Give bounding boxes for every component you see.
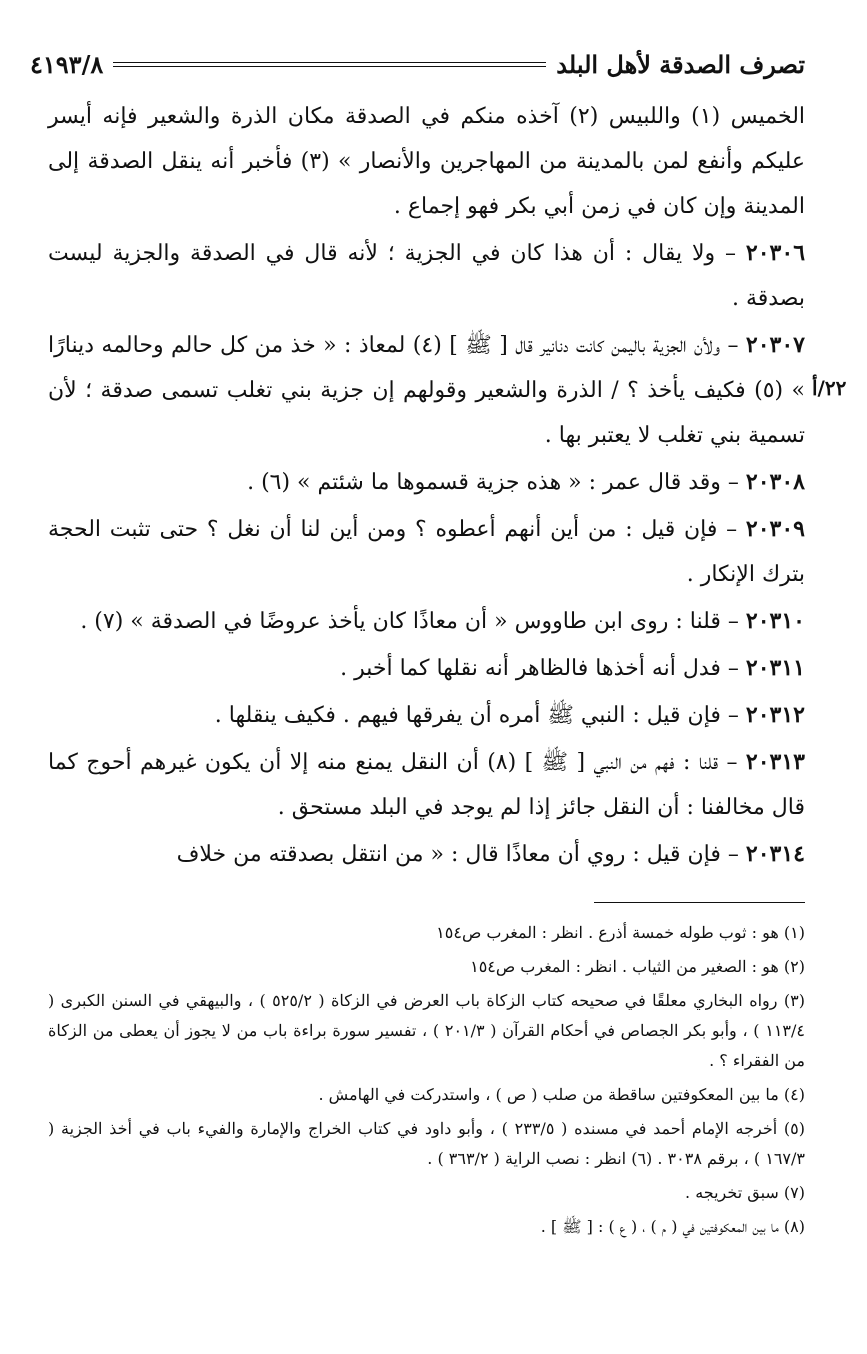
footnote: (٨) ما بين المعكوفتين في ( م ) ، ( ع ) : [ ﷺ ] .: [540, 1217, 805, 1236]
paragraph: [48, 740, 805, 830]
footnote-separator: [594, 902, 805, 903]
paragraph-text: – قلنا : فهم من النبي [ ﷺ ] (٨) أن النقل يمنع منه إلا أن يكون غيرهم أحوج كما قال مخالفنا : أن النقل جائز إذا لم يوجد في البلد مستحق .: [48, 750, 805, 820]
paragraph-text: – فإن قيل : النبي ﷺ أمره أن يفرقها فيهم . فكيف ينقلها .: [214, 703, 739, 728]
footnote: (٥) أخرجه الإمام أحمد في مسنده ( ٢٣٣/٥ ) ، وأبو داود في كتاب الخراج والإمارة والفيء باب في أخذ الجزية ( ١٦٧/٣ ) ، برقم ٣٠٣٨ . (٦) انظر : نصب الراية ( ٣٦٣/٢ ) .: [48, 1119, 806, 1168]
paragraph-text: – فإن قيل : روي أن معاذًا قال : « من انتقل بصدقته من خلاف: [176, 842, 739, 867]
paragraph-text: – فإن قيل : من أين أنهم أعطوه ؟ ومن أين لنا أن نغل ؟ حتى تثبت الحجة بترك الإنكار .: [48, 517, 805, 587]
page-number: ٤١٩٣/٨: [30, 49, 104, 79]
running-header: [30, 44, 805, 84]
paragraph-number: ٢٠٣٠٩: [745, 516, 805, 542]
running-title: تصرف الصدقة لأهل البلد: [556, 49, 805, 79]
header-rule: [113, 62, 546, 67]
footnote: (٢) هو : الصغير من الثياب . انظر : المغرب ص١٥٤: [470, 957, 805, 976]
paragraph-number: ٢٠٣١٠: [745, 608, 805, 634]
footnote: (٣) رواه البخاري معلقًا في صحيحه كتاب الزكاة باب العرض في الزكاة ( ٥٢٥/٢ ) ، والبيهقي في السنن الكبرى ( ١١٣/٤ ) ، وأبو بكر الجصاص في أحكام القرآن ( ٢٠١/٣ ) ، تفسير سورة براءة باب من لا يجوز أن يعطى من الزكاة من الفقراء ؟ .: [48, 991, 805, 1070]
paragraph-number: ٢٠٣١٣: [745, 749, 805, 775]
footnote: (١) هو : ثوب طوله خمسة أذرع . انظر : المغرب ص١٥٤: [436, 923, 805, 942]
paragraph: [48, 231, 805, 321]
paragraph-text: – قلنا : روى ابن طاووس « أن معاذًا كان يأخذ عروضًا في الصدقة » (٧) .: [80, 609, 739, 634]
paragraph-number: ٢٠٣١٤: [745, 841, 805, 867]
paragraph-number: ٢٠٣٠٧: [745, 332, 805, 358]
footnote: (٤) ما بين المعكوفتين ساقطة من صلب ( ص ) ، واستدركت في الهامش .: [318, 1085, 805, 1104]
paragraph: [48, 599, 805, 644]
paragraph: [48, 693, 805, 738]
paragraph: [48, 460, 805, 505]
paragraph-text: الخميس (١) واللبيس (٢) آخذه منكم في الصدقة مكان الذرة والشعير فإنه أيسر عليكم وأنفع لمن بالمدينة من المهاجرين والأنصار » (٣) فأخبر أنه ينقل الصدقة إلى المدينة وإن كان في زمن أبي بكر فهو إجماع .: [48, 104, 806, 219]
main-text: [48, 94, 805, 879]
paragraph: [48, 832, 805, 877]
paragraph: [48, 94, 805, 229]
paragraph-text: – وقد قال عمر : « هذه جزية قسموها ما شئتم » (٦) .: [247, 470, 739, 495]
paragraph-number: ٢٠٣٠٨: [745, 469, 805, 495]
paragraph-number: ٢٠٣١٢: [745, 702, 805, 728]
paragraph: [48, 323, 805, 458]
paragraph-text: – فدل أنه أخذها فالظاهر أنه نقلها كما أخبر .: [340, 656, 739, 681]
paragraph: [48, 646, 805, 691]
footnote: (٧) سبق تخريجه .: [685, 1183, 805, 1202]
margin-folio-note: ٢٢/أ: [812, 376, 847, 400]
paragraph-number: ٢٠٣١١: [745, 655, 805, 681]
paragraph-number: ٢٠٣٠٦: [745, 240, 806, 266]
paragraph-text: – ولا يقال : أن هذا كان في الجزية ؛ لأنه قال في الصدقة والجزية ليست بصدقة .: [48, 241, 805, 311]
paragraph: [48, 507, 805, 597]
paragraph-text: – ولأن الجزية باليمن كانت دنانير قال [ ﷺ ] (٤) لمعاذ : « خذ من كل حالم وحالمه دينارًا » (٥) فكيف يأخذ ؟ / الذرة والشعير وقولهم إن جزية بني تغلب تسمى صدقة ؛ لأن تسمية بني تغلب لا يعتبر بها .: [48, 333, 805, 448]
footnotes: [48, 918, 805, 1246]
